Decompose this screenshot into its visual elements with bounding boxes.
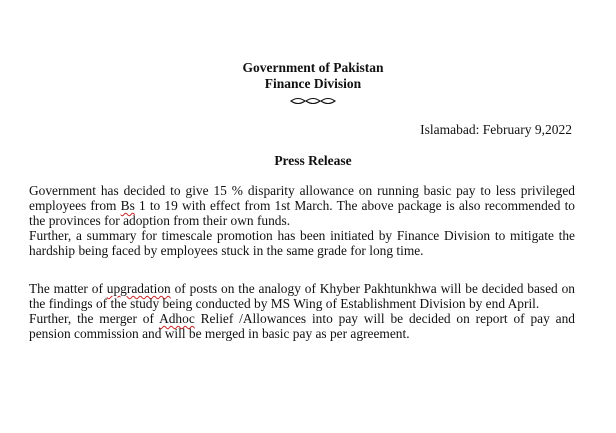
text-run: Government has decided to give 15 % disparity allowance on running basic pay to less privileged employees from — [29, 183, 575, 213]
text-run: Further, the merger of — [29, 311, 160, 326]
letterhead — [0, 60, 616, 106]
paragraph-disparity-allowance — [29, 183, 575, 258]
paragraph-2 — [29, 281, 575, 311]
paragraph-3 — [29, 311, 575, 341]
text-run: The matter of — [29, 281, 107, 296]
press-release-title: Press Release — [274, 153, 352, 168]
spellcheck-word: upgradation — [106, 281, 171, 296]
spellcheck-word: Adhoc — [159, 311, 195, 326]
text-run: 1 to 19 with effect from 1st March. The above package is also recommended to the provinces for adoption from their own funds. — [29, 198, 575, 228]
ornament-svg — [290, 96, 336, 106]
spellcheck-word: Bs — [120, 198, 135, 213]
text-run: of posts on the analogy of Khyber Pakhtunkhwa will be decided based on the findings of the study being conducted by MS Wing of Establishment Division by end April. — [29, 281, 576, 311]
triple-loop-ornament-icon — [10, 96, 616, 106]
paragraph-1 — [29, 183, 575, 228]
place-and-date: Islamabad: February 9,2022 — [420, 122, 572, 137]
text-run: Relief /Allowances into pay will be decided on report of pay and pension commission and will be merged in basic pay as per agreement. — [29, 311, 575, 341]
paragraph-1-continuation: Further, a summary for timescale promotion has been initiated by Finance Division to mitigate the hardship being faced by employees stuck in the same grade for long time. — [29, 228, 575, 258]
government-heading: Government of Pakistan — [242, 60, 384, 75]
paragraph-upgradation-and-merger — [29, 281, 575, 341]
division-heading: Finance Division — [264, 76, 362, 91]
